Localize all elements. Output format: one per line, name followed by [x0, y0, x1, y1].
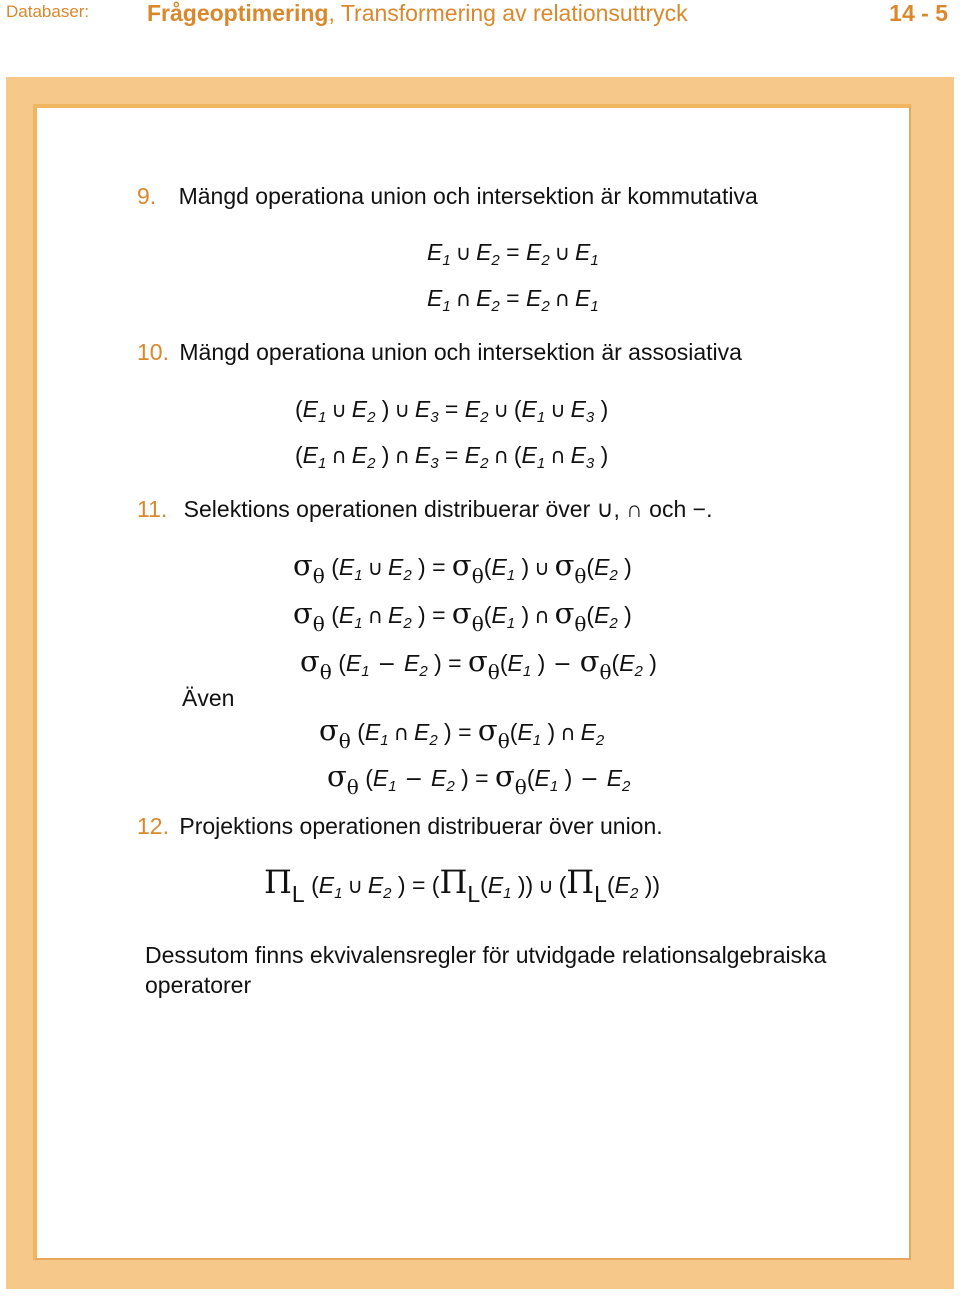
- rule-9: [137, 183, 758, 210]
- rule-9-text: Mängd operationa union och intersektion är kommutativa: [178, 183, 758, 209]
- header-title-bold: Frågeoptimering: [147, 0, 329, 26]
- page-header: [0, 0, 960, 40]
- closing-text: Dessutom finns ekvivalensregler för utvidgade relationsalgebraiska operatorer: [145, 942, 827, 998]
- header-page-number: 14 - 5: [889, 0, 948, 26]
- formula-selection-difference-single: σθ ($E_1 - E_2$ ) = $\sigma\theta(E_1$ ) − $E_2$: [327, 759, 631, 799]
- slide-frame: [6, 77, 954, 1289]
- rule-12-number: 12.: [137, 813, 169, 839]
- rule-11-number: 11.: [137, 496, 168, 522]
- rule-10-text: Mängd operationa union och intersektion är assosiativa: [179, 339, 742, 365]
- header-title: [147, 0, 688, 27]
- formula-projection-union: ΠL ($E_1$ ∪ $E_2$ ) = ($\Pi L(E_1$ )) ∪ ($\Pi L(E_2$ )): [264, 863, 661, 907]
- rule-12-text: Projektions operationen distribuerar över union.: [179, 813, 663, 839]
- rule-12: [137, 813, 663, 840]
- rule-9-number: 9.: [137, 183, 157, 209]
- formula-selection-intersection: σθ ($E_1$ ∩ $E_2$ ) = $\sigma\theta(E_1$ ) ∩ $\sigma\theta(E_2$ ): [293, 596, 632, 636]
- also-label: Även: [182, 685, 235, 711]
- header-course: Databaser:: [6, 2, 90, 21]
- formula-union-associative: ($E_1$ ∪ $E_2$ ) ∪ $E_3 = E_2$ ∪ ($E_1$ ∪ $E_3$ ): [295, 396, 609, 426]
- rule-10: [137, 339, 742, 366]
- header-title-rest: , Transformering av relationsuttryck: [328, 0, 688, 26]
- formula-selection-intersection-single: σθ ($E_1$ ∩ $E_2$ ) = $\sigma\theta(E_1$ ) ∩ $E_2$: [319, 713, 605, 753]
- formula-selection-union: σθ ($E_1$ ∪ $E_2$ ) = $\sigma\theta(E_1$ ) ∪ $\sigma\theta(E_2$ ): [293, 548, 632, 588]
- formula-selection-difference: σθ ($E_1 - E_2$ ) = $\sigma\theta(E_1$ ) − $\sigma\theta(E_2$ ): [300, 644, 657, 684]
- rule-10-number: 10.: [137, 339, 169, 365]
- rule-11-text: Selektions operationen distribuerar över ∪, ∩ och −.: [183, 496, 713, 522]
- slide-content: [33, 104, 911, 1260]
- formula-intersection-commutative: $E_1$ ∩ $E_2 = E_2$ ∩ $E_1$: [427, 285, 599, 315]
- formula-union-commutative: $E_1$ ∪ $E_2 = E_2$ ∪ $E_1$: [427, 239, 599, 269]
- formula-intersection-associative: ($E_1$ ∩ $E_2$ ) ∩ $E_3 = E_2$ ∩ ($E_1$ ∩ $E_3$ ): [295, 442, 609, 472]
- rule-11: [137, 496, 712, 523]
